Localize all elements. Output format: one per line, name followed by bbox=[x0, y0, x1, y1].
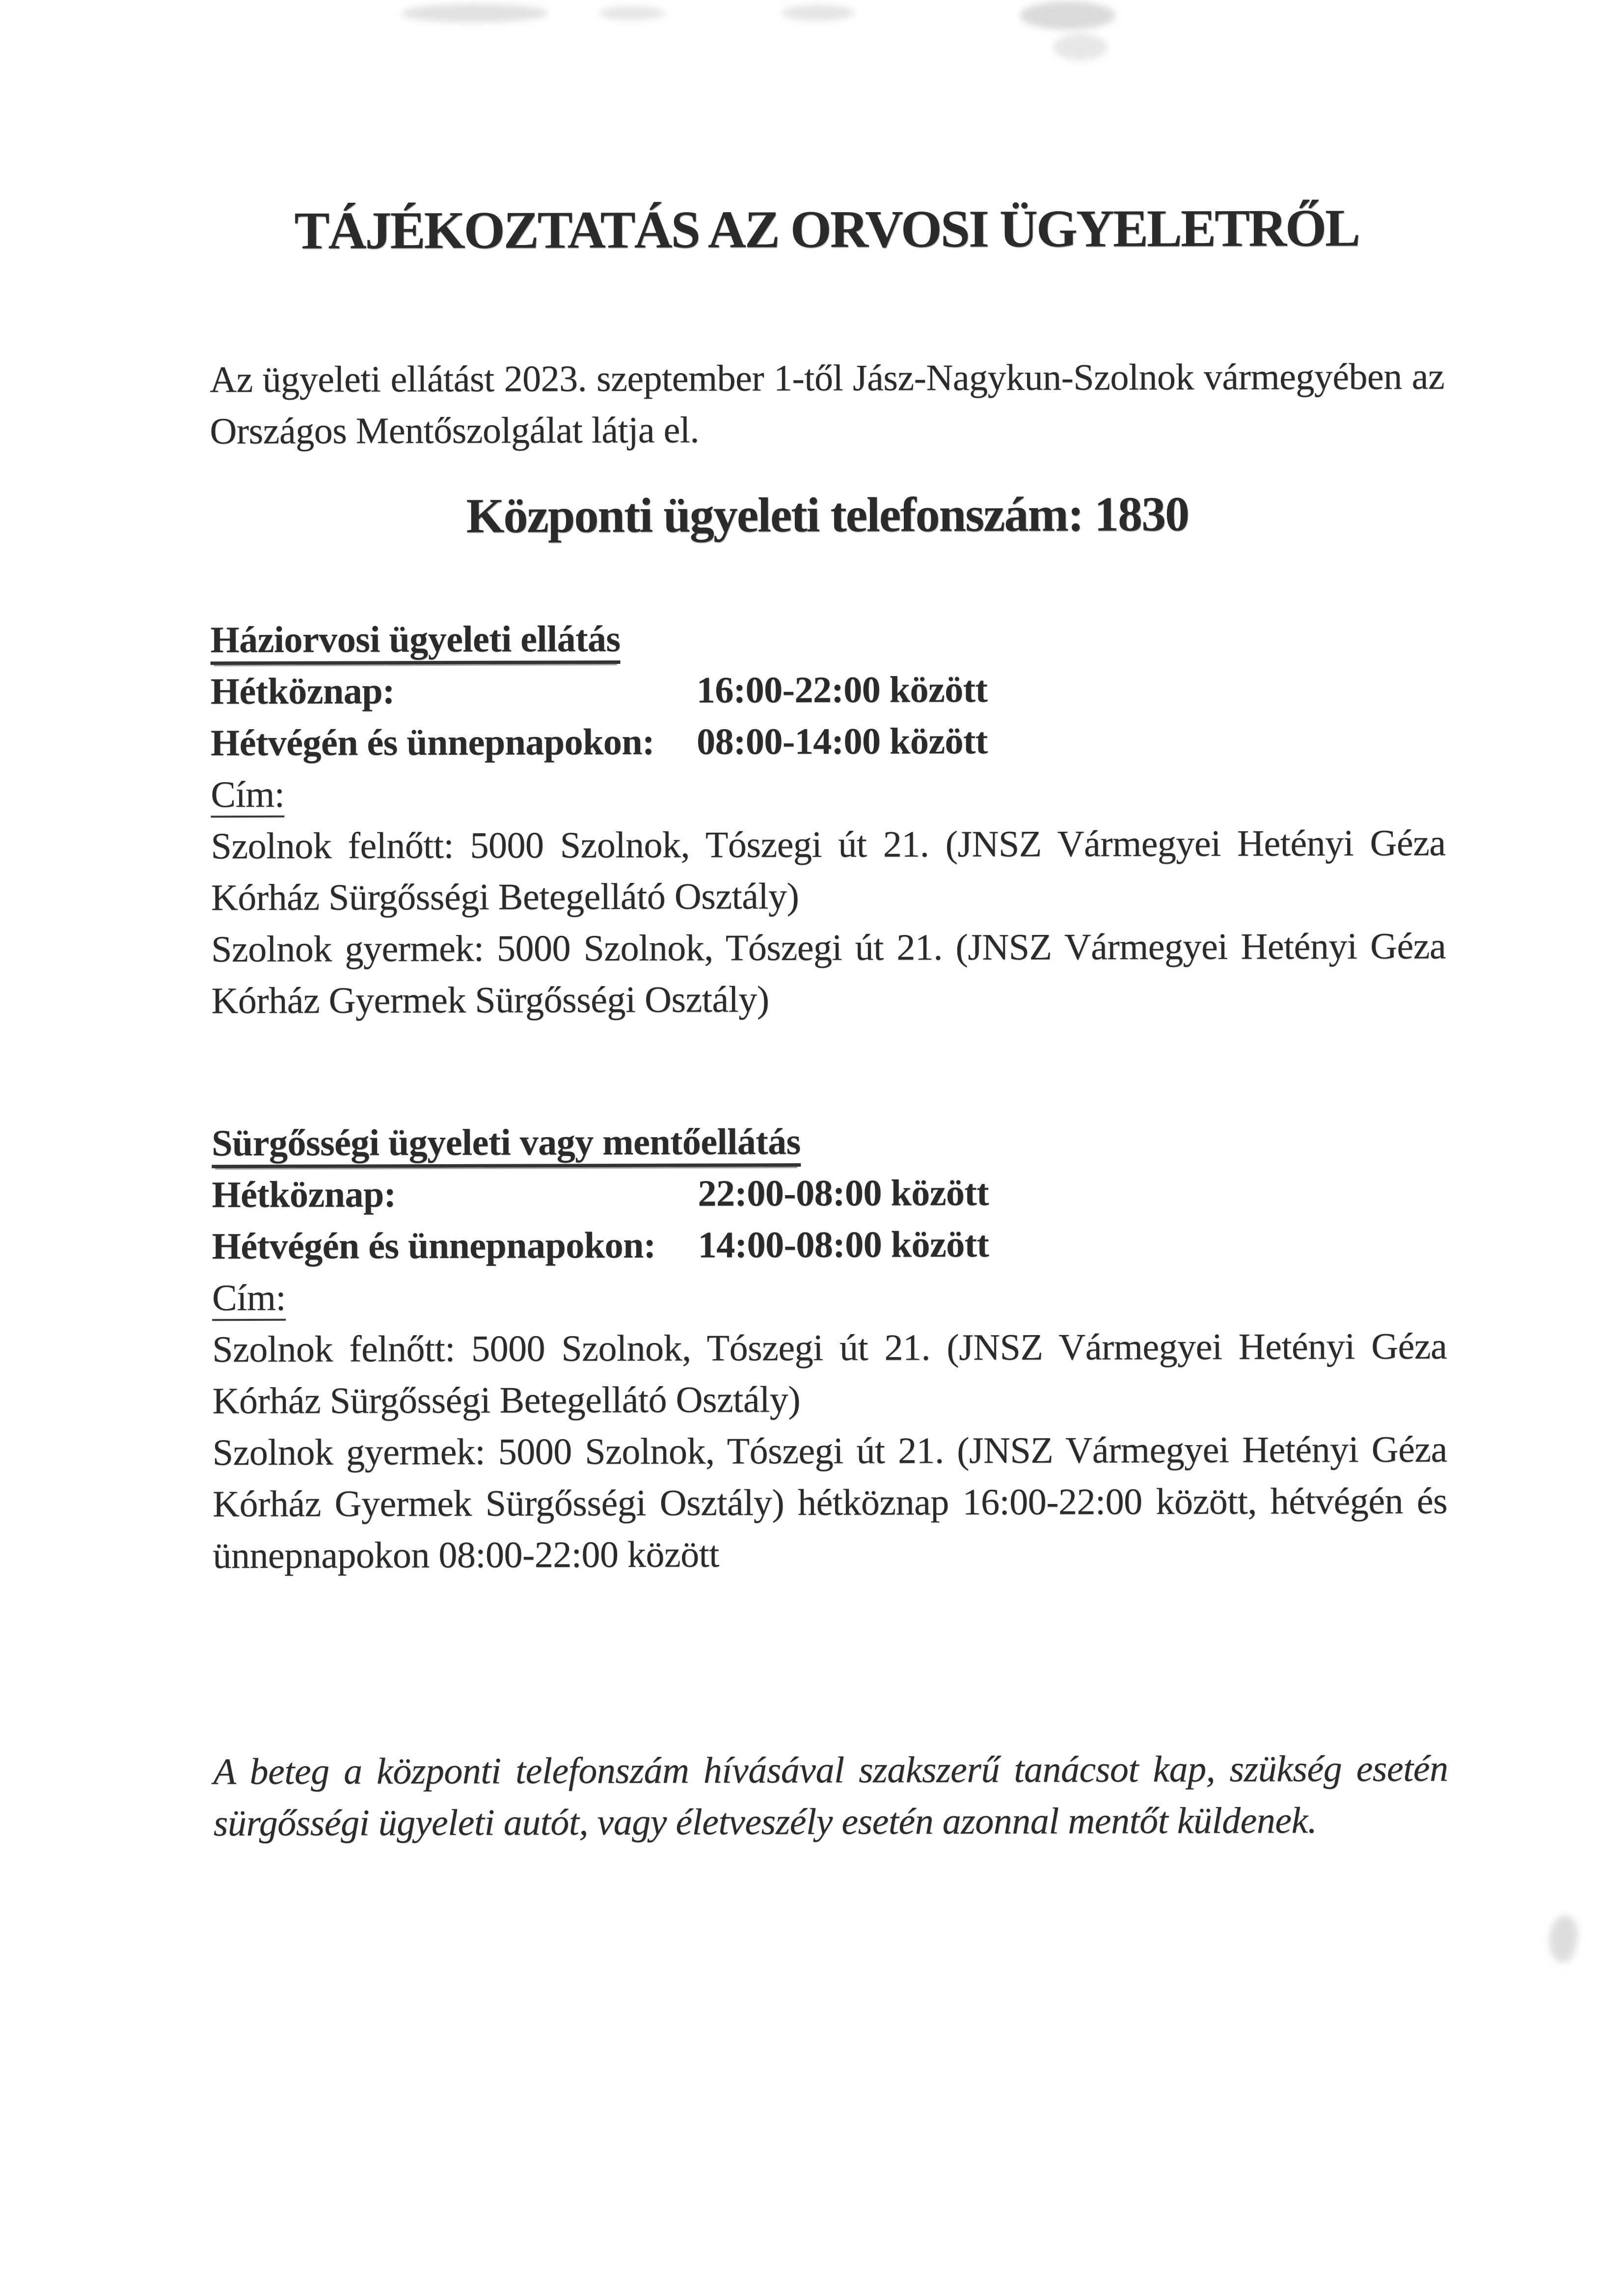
schedule-value: 22:00-08:00 között bbox=[698, 1172, 989, 1214]
scan-smudge-artifact bbox=[781, 5, 855, 21]
scan-smudge-artifact bbox=[1020, 1, 1115, 30]
section-heading bbox=[210, 611, 1445, 666]
address-label-line bbox=[212, 1269, 1447, 1324]
address-child: Szolnok gyermek: 5000 Szolnok, Tószegi út 21. (JNSZ Vármegyei Hetényi Géza Kórház Gyermek Sürgősségi Osztály) hétköznap 16:00-22:00 között, hétvégén és ünnepnapokon 08:00-22:00 között bbox=[212, 1428, 1448, 1577]
schedule-row-weekend bbox=[211, 714, 1445, 769]
scan-smudge-artifact bbox=[599, 6, 665, 20]
schedule-label: Hétköznap: bbox=[212, 1174, 396, 1216]
scan-smudge-artifact bbox=[401, 3, 548, 23]
schedule-value: 16:00-22:00 között bbox=[696, 669, 988, 711]
intro-paragraph: Az ügyeleti ellátást 2023. szeptember 1-től Jász-Nagykun-Szolnok vármegyében az Országos Mentőszolgálat látja el. bbox=[210, 355, 1445, 452]
address-label: Cím: bbox=[211, 774, 284, 818]
address-adult: Szolnok felnőtt: 5000 Szolnok, Tószegi út 21. (JNSZ Vármegyei Hetényi Géza Kórház Sürgősségi Betegellátó Osztály) bbox=[212, 1325, 1447, 1422]
section-heading-text: Sürgősségi ügyeleti vagy mentőellátás bbox=[212, 1121, 801, 1168]
schedule-value: 14:00-08:00 között bbox=[698, 1224, 989, 1266]
schedule-label: Hétvégén és ünnepnapokon: bbox=[212, 1224, 656, 1267]
section-heading-text: Háziorvosi ügyeleti ellátás bbox=[210, 618, 620, 665]
schedule-value: 08:00-14:00 között bbox=[696, 720, 988, 763]
address-label-line bbox=[211, 766, 1445, 821]
section-emergency-ambulance bbox=[212, 1115, 1447, 1582]
schedule-row-weekday bbox=[211, 663, 1445, 718]
schedule-row-weekend bbox=[212, 1218, 1447, 1273]
scan-smudge-artifact bbox=[1053, 33, 1107, 60]
section-heading bbox=[212, 1115, 1446, 1170]
address-adult: Szolnok felnőtt: 5000 Szolnok, Tószegi út 21. (JNSZ Vármegyei Hetényi Géza Kórház Sürgősségi Betegellátó Osztály) bbox=[211, 822, 1446, 919]
document-title: TÁJÉKOZTATÁS AZ ORVOSI ÜGYELETRŐL bbox=[294, 199, 1359, 260]
hotline-heading: Központi ügyeleti telefonszám: 1830 bbox=[466, 486, 1189, 543]
address-child: Szolnok gyermek: 5000 Szolnok, Tószegi út 21. (JNSZ Vármegyei Hetényi Géza Kórház Gyermek Sürgősségi Osztály) bbox=[211, 925, 1446, 1022]
address-label: Cím: bbox=[212, 1277, 286, 1321]
section-gp-oncall bbox=[210, 611, 1446, 1027]
advice-note: A beteg a központi telefonszám hívásával szakszerű tanácsot kap, szükség esetén sürgősségi ügyeleti autót, vagy életveszély esetén azonnal mentőt küldenek. bbox=[213, 1748, 1448, 1844]
schedule-label: Hétköznap: bbox=[210, 670, 395, 712]
schedule-row-weekday bbox=[212, 1166, 1446, 1221]
schedule-label: Hétvégén és ünnepnapokon: bbox=[210, 721, 655, 764]
scan-smudge-artifact bbox=[1544, 1913, 1582, 1965]
